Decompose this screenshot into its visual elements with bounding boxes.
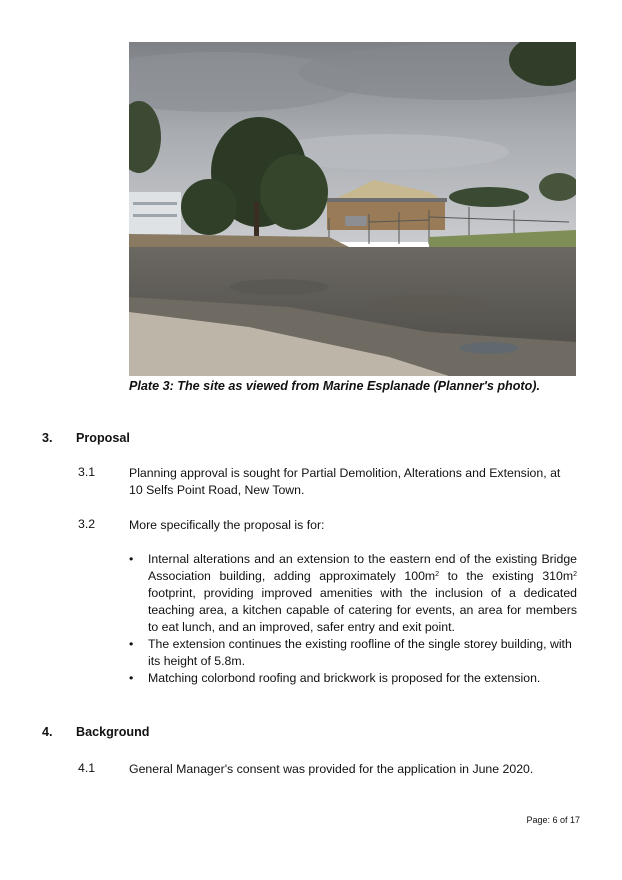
bullet-icon: • bbox=[129, 552, 134, 566]
section-3-title: Proposal bbox=[76, 431, 130, 445]
bullet-icon: • bbox=[129, 671, 134, 685]
section-4-number: 4. bbox=[42, 725, 53, 739]
superscript: 2 bbox=[573, 571, 577, 578]
item-3-2-text: More specifically the proposal is for: bbox=[129, 518, 325, 532]
plate-caption: Plate 3: The site as viewed from Marine Esplanade (Planner's photo). bbox=[129, 379, 541, 393]
bullet-text: Internal alterations and an extension to the eastern end of the existing Bridge Association building, adding approximately 100m bbox=[148, 552, 577, 583]
item-3-1-number: 3.1 bbox=[78, 465, 96, 479]
bullet-text: Matching colorbond roofing and brickwork is proposed for the extension. bbox=[148, 671, 541, 685]
item-4-1-text: General Manager's consent was provided for the application in June 2020. bbox=[129, 762, 534, 776]
page-number: Page: 6 of 17 bbox=[526, 815, 580, 825]
bullet-text: The extension continues the existing roofline of the single storey building, with its height of 5.8m. bbox=[148, 637, 572, 668]
bullet-icon: • bbox=[129, 637, 134, 651]
proposal-bullet-list bbox=[129, 551, 577, 687]
superscript: 2 bbox=[435, 571, 440, 578]
bullet-text: footprint, providing improved amenities with the inclusion of a dedicated teaching area, a kitchen capable of catering for events, an area for members to eat lunch, and an improved, safer entry and exit point. bbox=[148, 586, 577, 634]
section-4-title: Background bbox=[76, 725, 150, 739]
section-3-number: 3. bbox=[42, 431, 53, 445]
item-4-1-number: 4.1 bbox=[78, 761, 96, 775]
item-3-2-number: 3.2 bbox=[78, 517, 96, 531]
bullet-text: to the existing 310m bbox=[439, 569, 574, 583]
site-photo bbox=[129, 42, 576, 376]
list-item bbox=[129, 636, 577, 670]
list-item bbox=[129, 670, 577, 687]
item-3-1-text: Planning approval is sought for Partial Demolition, Alterations and Extension, at 10 Selfs Point Road, New Town. bbox=[129, 466, 561, 497]
list-item bbox=[129, 551, 577, 636]
